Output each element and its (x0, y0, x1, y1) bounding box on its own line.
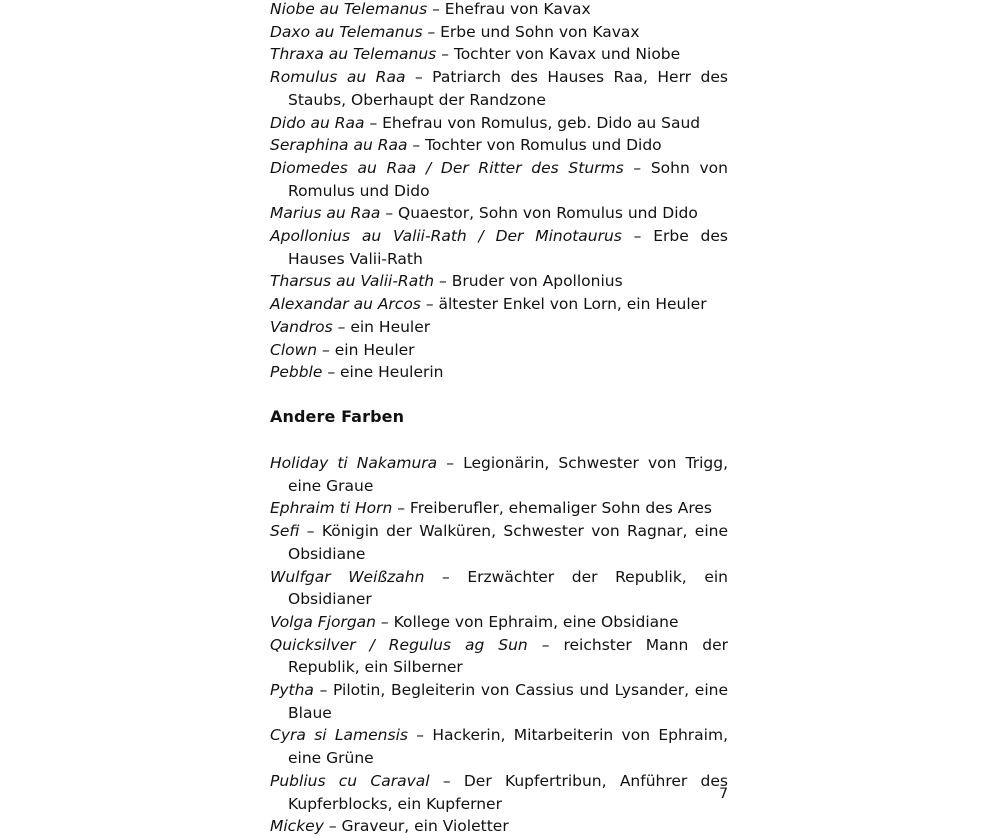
list-item (270, 21, 728, 44)
list-item (270, 270, 728, 293)
character-name: Romulus au Raa (270, 68, 406, 87)
character-description: – Sohn von Romulus und Dido (288, 158, 728, 200)
character-name: Pytha (270, 681, 314, 700)
character-description: – Der Kupfertribun, Anführer des Kupferblocks, ein Kupferner (288, 771, 729, 813)
character-name: Mickey (270, 817, 324, 836)
character-name: Diomedes au Raa / Der Ritter des Sturms (270, 158, 624, 177)
character-description: – Kollege von Ephraim, eine Obsidiane (376, 612, 679, 631)
character-description: – eine Heulerin (322, 363, 444, 382)
page-number: 7 (719, 786, 728, 802)
list-item (270, 225, 728, 270)
character-name: Dido au Raa (270, 113, 365, 132)
character-name: Publius cu Caraval (270, 771, 430, 790)
list-item (270, 497, 728, 520)
character-description: – Hackerin, Mitarbeiterin von Ephraim, eine Grüne (288, 726, 729, 768)
character-description: – Graveur, ein Violetter (323, 817, 509, 836)
character-description: – Legionärin, Schwester von Trigg, eine Graue (288, 454, 728, 495)
character-name: Wulfgar Weißzahn (270, 567, 425, 586)
list-item (270, 0, 728, 21)
character-name: Clown (270, 340, 318, 359)
character-list-2 (270, 452, 728, 838)
character-description: – Patriarch des Hauses Raa, Herr des Staubs, Oberhaupt der Randzone (288, 68, 728, 109)
list-item (270, 520, 728, 565)
character-description: – Erbe und Sohn von Kavax (422, 22, 640, 41)
character-description: – Ehefrau von Kavax (427, 0, 591, 18)
character-name: Ephraim ti Horn (270, 499, 393, 518)
list-item (270, 815, 728, 838)
character-name: Vandros (270, 317, 333, 336)
list-item (270, 679, 728, 724)
character-description: – Freiberufler, ehemaliger Sohn des Ares (392, 499, 712, 518)
character-name: Thraxa au Telemanus (270, 45, 437, 64)
list-item (270, 361, 728, 384)
character-name: Quicksilver / Regulus ag Sun (270, 635, 528, 654)
character-name: Holiday ti Nakamura (270, 454, 438, 472)
list-item (270, 66, 728, 111)
list-item (270, 452, 728, 497)
character-name: Tharsus au Valii-Rath (270, 272, 435, 291)
character-description: – Erzwächter der Republik, ein Obsidianer (288, 567, 728, 609)
list-item (270, 724, 728, 769)
list-item (270, 43, 728, 66)
character-description: – Erbe des Hauses Valii-Rath (288, 227, 728, 268)
list-item (270, 339, 728, 362)
character-description: – Pilotin, Begleiterin von Cassius und Lysander, eine Blaue (288, 681, 728, 722)
list-item (270, 770, 728, 815)
character-description: – ein Heuler (332, 317, 431, 336)
character-list-1 (270, 0, 728, 384)
list-item (270, 611, 728, 634)
character-name: Alexandar au Arcos (270, 295, 421, 314)
character-description: – Quaestor, Sohn von Romulus und Dido (380, 204, 698, 223)
list-item (270, 316, 728, 339)
character-description: – reichster Mann der Republik, ein Silberner (288, 635, 728, 677)
character-name: Marius au Raa (270, 204, 381, 223)
character-name: Pebble (270, 363, 323, 382)
page (270, 0, 729, 836)
character-description: – Ehefrau von Romulus, geb. Dido au Saud (364, 113, 701, 132)
character-name: Niobe au Telemanus (270, 0, 428, 18)
character-name: Apollonius au Valii-Rath / Der Minotaurus (270, 227, 622, 246)
list-item (270, 293, 728, 316)
character-description: – Tochter von Kavax und Niobe (436, 45, 681, 64)
list-item (270, 112, 728, 135)
character-name: Seraphina au Raa (270, 136, 408, 155)
character-description: – ältester Enkel von Lorn, ein Heuler (420, 295, 707, 314)
character-name: Daxo au Telemanus (270, 22, 423, 41)
character-description: – Bruder von Apollonius (434, 272, 623, 291)
list-item (270, 134, 728, 157)
character-description: – Königin der Walküren, Schwester von Ragnar, eine Obsidiane (288, 522, 728, 563)
list-item (270, 634, 728, 679)
list-item (270, 157, 728, 202)
character-description: – Tochter von Romulus und Dido (407, 136, 662, 155)
character-description: – ein Heuler (317, 340, 415, 359)
character-name: Cyra si Lamensis (270, 726, 408, 745)
character-name: Sefi (270, 522, 300, 541)
list-item (270, 202, 728, 225)
section-heading: Andere Farben (270, 407, 405, 426)
character-name: Volga Fjorgan (270, 612, 376, 631)
list-item (270, 566, 728, 611)
